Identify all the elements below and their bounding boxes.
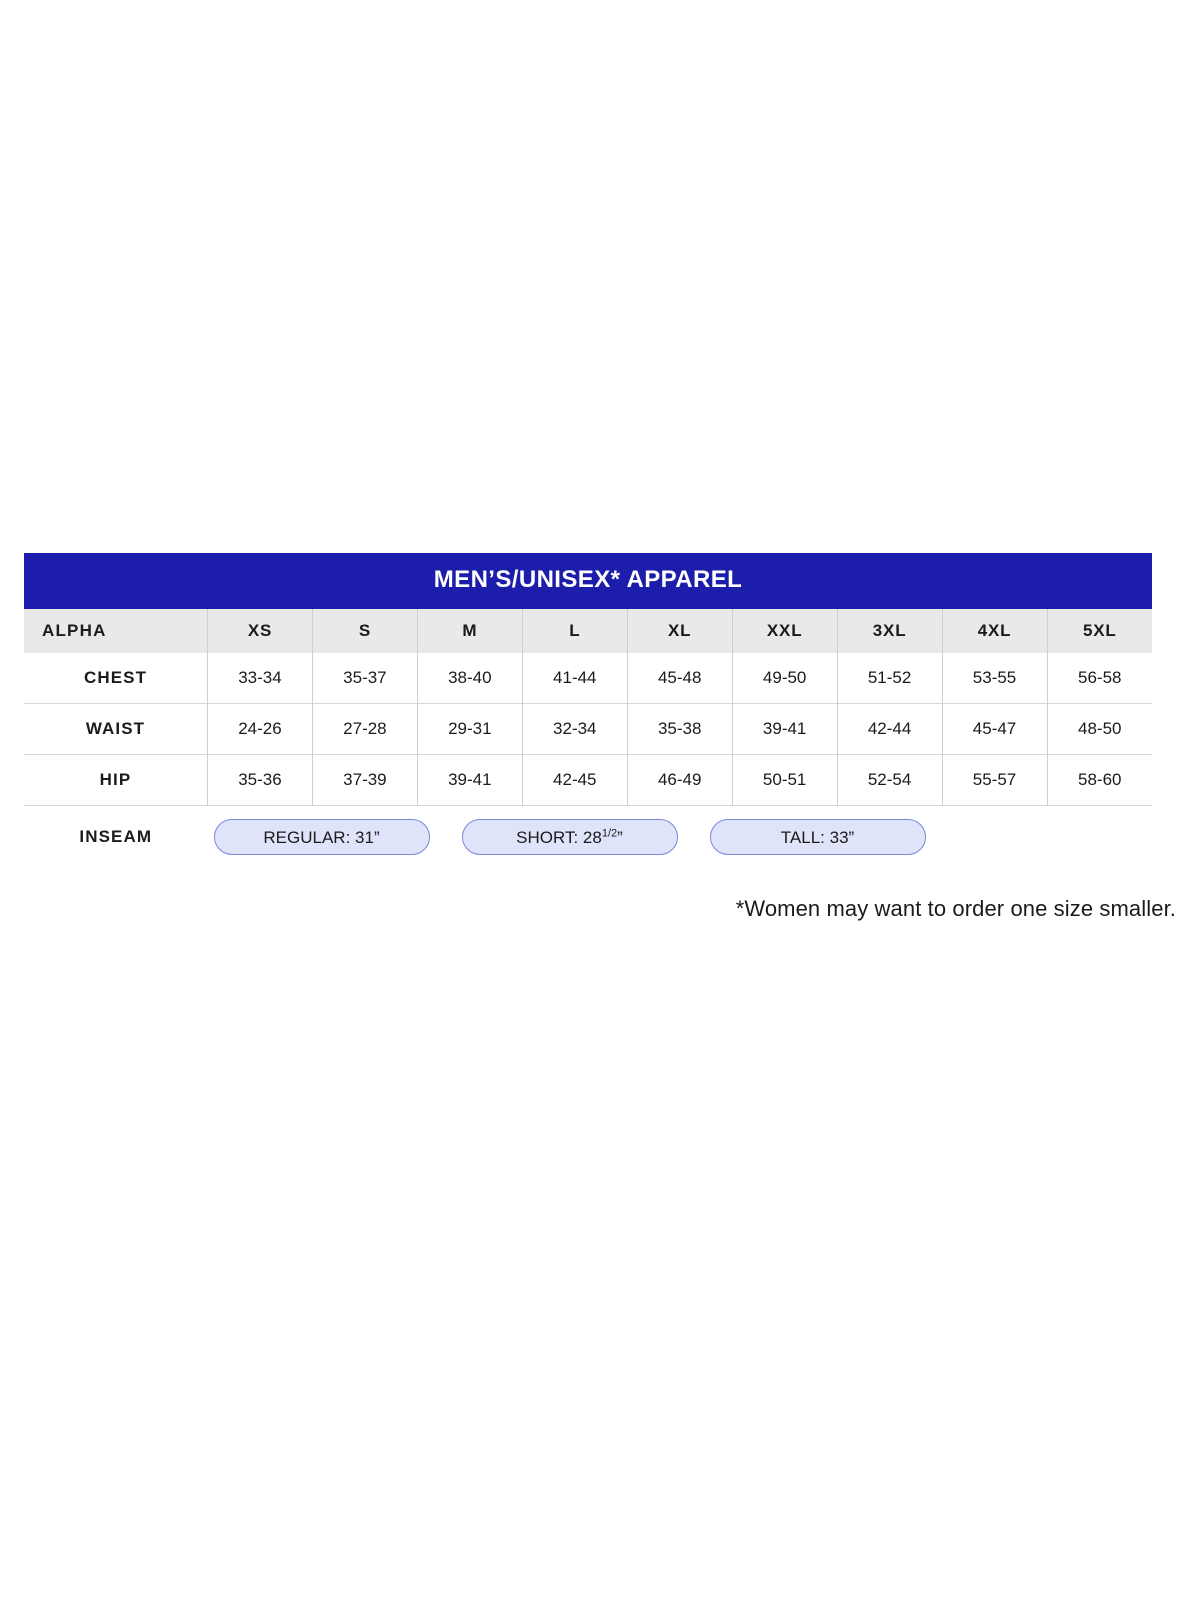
table-row (24, 653, 1152, 704)
cell-hip-5xl: 58-60 (1047, 755, 1152, 806)
row-label-waist: WAIST (85, 719, 146, 738)
table-header-row (24, 609, 1152, 653)
table-row (24, 704, 1152, 755)
chart-title: MEN’S/UNISEX* APPAREL (24, 553, 1152, 609)
cell-waist-4xl: 45-47 (942, 704, 1047, 755)
cell-waist-3xl: 42-44 (837, 704, 942, 755)
cell-chest-m: 38-40 (417, 653, 522, 704)
cell-chest-4xl: 53-55 (942, 653, 1047, 704)
inseam-regular-label: REGULAR: 31 (263, 828, 374, 847)
column-header-4xl: 4XL (942, 609, 1047, 653)
cell-chest-xs: 33-34 (208, 653, 313, 704)
cell-hip-s: 37-39 (312, 755, 417, 806)
cell-waist-5xl: 48-50 (1047, 704, 1152, 755)
footnote: *Women may want to order one size smaller. (735, 896, 1176, 921)
cell-waist-s: 27-28 (312, 704, 417, 755)
inseam-regular-suffix: ” (373, 828, 380, 847)
size-chart (24, 553, 1176, 921)
column-header-s: S (312, 609, 417, 653)
cell-hip-3xl: 52-54 (837, 755, 942, 806)
cell-chest-xl: 45-48 (627, 653, 732, 704)
cell-hip-xs: 35-36 (208, 755, 313, 806)
column-header-xl: XL (627, 609, 732, 653)
inseam-option-regular[interactable] (214, 819, 430, 855)
cell-waist-xxl: 39-41 (732, 704, 837, 755)
cell-chest-3xl: 51-52 (837, 653, 942, 704)
cell-chest-xxl: 49-50 (732, 653, 837, 704)
column-header-m: M (417, 609, 522, 653)
row-label-hip: HIP (99, 770, 132, 789)
inseam-options-cell (208, 806, 1153, 869)
column-header-xs: XS (208, 609, 313, 653)
cell-hip-l: 42-45 (522, 755, 627, 806)
inseam-short-label: SHORT: 28 (516, 828, 602, 847)
cell-waist-m: 29-31 (417, 704, 522, 755)
inseam-option-tall[interactable] (710, 819, 926, 855)
cell-chest-l: 41-44 (522, 653, 627, 704)
cell-chest-5xl: 56-58 (1047, 653, 1152, 704)
column-header-xxl: XXL (732, 609, 837, 653)
cell-hip-xxl: 50-51 (732, 755, 837, 806)
row-label-inseam: INSEAM (79, 827, 153, 846)
inseam-option-short[interactable] (462, 819, 678, 855)
inseam-short-suffix: ” (617, 828, 623, 847)
table-row (24, 755, 1152, 806)
column-header-l: L (522, 609, 627, 653)
cell-hip-4xl: 55-57 (942, 755, 1047, 806)
cell-hip-xl: 46-49 (627, 755, 732, 806)
inseam-short-fraction: 1/2 (601, 827, 618, 840)
cell-hip-m: 39-41 (417, 755, 522, 806)
column-header-alpha: ALPHA (42, 621, 107, 640)
inseam-tall-label: TALL: 33 (780, 828, 849, 847)
inseam-row (24, 806, 1152, 869)
cell-chest-s: 35-37 (312, 653, 417, 704)
cell-waist-xs: 24-26 (208, 704, 313, 755)
column-header-5xl: 5XL (1047, 609, 1152, 653)
row-label-chest: CHEST (83, 668, 148, 687)
column-header-3xl: 3XL (837, 609, 942, 653)
size-table (24, 609, 1152, 868)
cell-waist-xl: 35-38 (627, 704, 732, 755)
cell-waist-l: 32-34 (522, 704, 627, 755)
inseam-tall-suffix: ” (848, 828, 855, 847)
